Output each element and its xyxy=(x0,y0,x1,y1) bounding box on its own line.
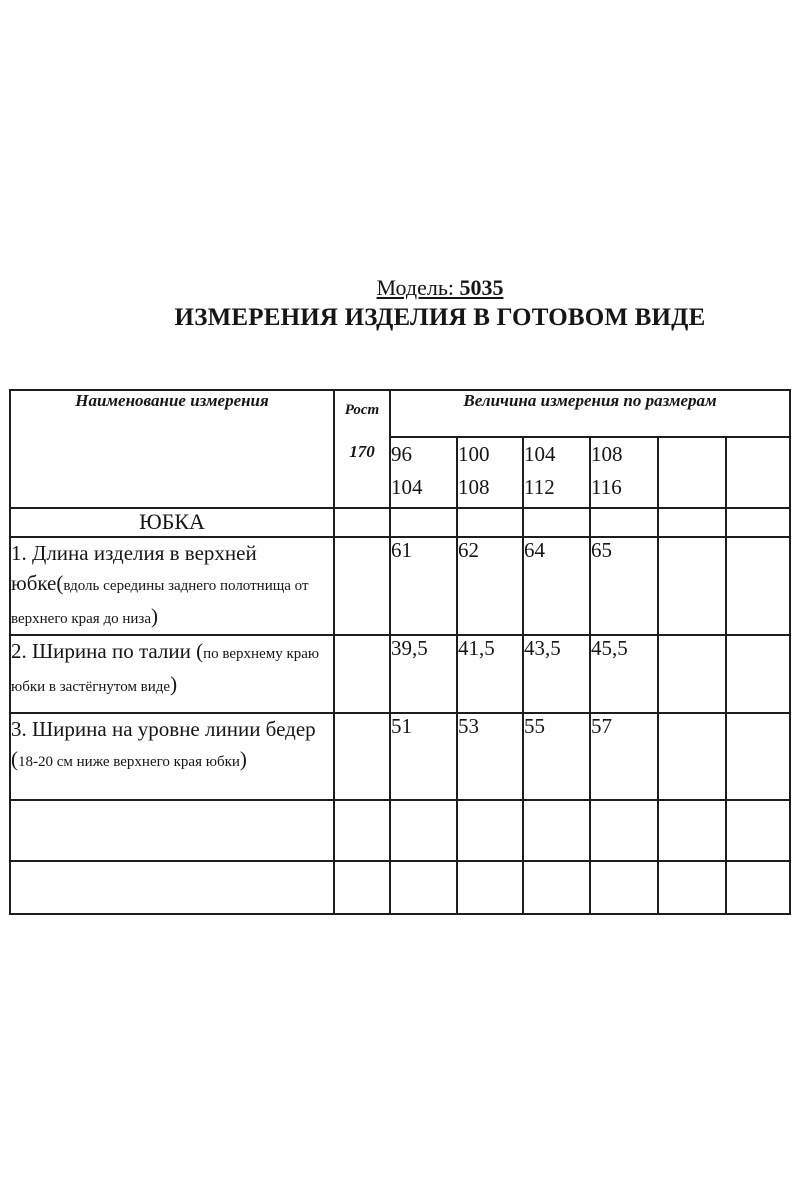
empty-cell xyxy=(334,635,390,713)
size-column-1 xyxy=(390,437,457,508)
empty-cell xyxy=(390,508,457,537)
empty-cell xyxy=(523,861,590,914)
measurement-close-paren: ) xyxy=(170,672,178,696)
empty-cell xyxy=(523,508,590,537)
empty-cell xyxy=(523,800,590,861)
empty-cell xyxy=(334,861,390,914)
empty-cell xyxy=(10,861,334,914)
empty-cell xyxy=(457,800,523,861)
value-cell: 65 xyxy=(590,537,658,635)
measurement-name xyxy=(10,713,334,800)
empty-cell xyxy=(658,800,726,861)
measurement-close-paren: ) xyxy=(239,747,247,771)
table-row-waist-width xyxy=(10,635,790,713)
measurement-main-text: 1. Длина изделия в верхней юбке( xyxy=(11,541,257,595)
page-title: ИЗМЕРЕНИЯ ИЗДЕЛИЯ В ГОТОВОМ ВИДЕ xyxy=(174,304,706,331)
size-bottom: 108 xyxy=(458,475,490,499)
size-top: 100 xyxy=(458,442,490,466)
value-cell xyxy=(726,635,790,713)
size-top: 104 xyxy=(524,442,556,466)
value-cell xyxy=(658,713,726,800)
empty-cell xyxy=(334,800,390,861)
value-cell xyxy=(658,635,726,713)
empty-cell xyxy=(390,800,457,861)
header-row-top xyxy=(10,390,790,437)
empty-cell xyxy=(726,800,790,861)
value-cell: 64 xyxy=(523,537,590,635)
model-underlined-text xyxy=(377,275,504,300)
size-column-5-empty xyxy=(658,437,726,508)
empty-cell xyxy=(10,800,334,861)
empty-cell xyxy=(726,508,790,537)
measurement-name xyxy=(10,635,334,713)
value-cell xyxy=(658,537,726,635)
empty-cell xyxy=(334,713,390,800)
size-column-6-empty xyxy=(726,437,790,508)
column-header-measurement-name: Наименование измерения xyxy=(10,390,334,508)
measurement-note: по верхнему краю юбки в застёгнутом виде xyxy=(11,646,320,695)
empty-row xyxy=(10,800,790,861)
empty-cell xyxy=(457,861,523,914)
size-bottom: 104 xyxy=(391,475,423,499)
value-cell: 45,5 xyxy=(590,635,658,713)
empty-cell xyxy=(590,800,658,861)
section-row xyxy=(10,508,790,537)
empty-cell xyxy=(334,537,390,635)
value-cell: 57 xyxy=(590,713,658,800)
empty-row xyxy=(10,861,790,914)
column-header-height xyxy=(334,390,390,508)
empty-cell xyxy=(390,861,457,914)
value-cell xyxy=(726,537,790,635)
value-cell xyxy=(726,713,790,800)
title-block xyxy=(80,274,800,332)
empty-cell xyxy=(726,861,790,914)
section-label: ЮБКА xyxy=(10,508,334,537)
value-cell: 51 xyxy=(390,713,457,800)
measurement-close-paren: ) xyxy=(150,604,158,628)
measurement-main-text: 3. Ширина на уровне линии бедер ( xyxy=(11,717,316,771)
size-top: 96 xyxy=(391,442,412,466)
table-row-length xyxy=(10,537,790,635)
empty-cell xyxy=(457,508,523,537)
size-column-3 xyxy=(523,437,590,508)
measurement-note: 18-20 см ниже верхнего края юбки xyxy=(18,754,240,770)
size-column-2 xyxy=(457,437,523,508)
size-bottom: 116 xyxy=(591,475,622,499)
empty-cell xyxy=(658,508,726,537)
measurement-note: вдоль середины заднего полотнища от верхнего края до низа xyxy=(11,578,309,627)
measurement-main-text: 2. Ширина по талии ( xyxy=(11,639,204,663)
empty-cell xyxy=(658,861,726,914)
measurement-name xyxy=(10,537,334,635)
model-line xyxy=(80,274,800,301)
empty-cell xyxy=(590,508,658,537)
height-label: Рост xyxy=(344,402,380,418)
height-value: 170 xyxy=(349,442,375,461)
value-cell: 53 xyxy=(457,713,523,800)
value-cell: 43,5 xyxy=(523,635,590,713)
empty-cell xyxy=(334,508,390,537)
value-cell: 55 xyxy=(523,713,590,800)
model-number: 5035 xyxy=(459,275,504,300)
size-bottom: 112 xyxy=(524,475,555,499)
value-cell: 41,5 xyxy=(457,635,523,713)
value-cell: 62 xyxy=(457,537,523,635)
size-top: 108 xyxy=(591,442,623,466)
value-cell: 39,5 xyxy=(390,635,457,713)
table-row-hip-width xyxy=(10,713,790,800)
model-label: Модель: xyxy=(376,275,454,300)
size-column-4 xyxy=(590,437,658,508)
value-cell: 61 xyxy=(390,537,457,635)
empty-cell xyxy=(590,861,658,914)
column-header-sizes: Величина измерения по размерам xyxy=(390,390,790,437)
measurements-table xyxy=(9,389,791,915)
